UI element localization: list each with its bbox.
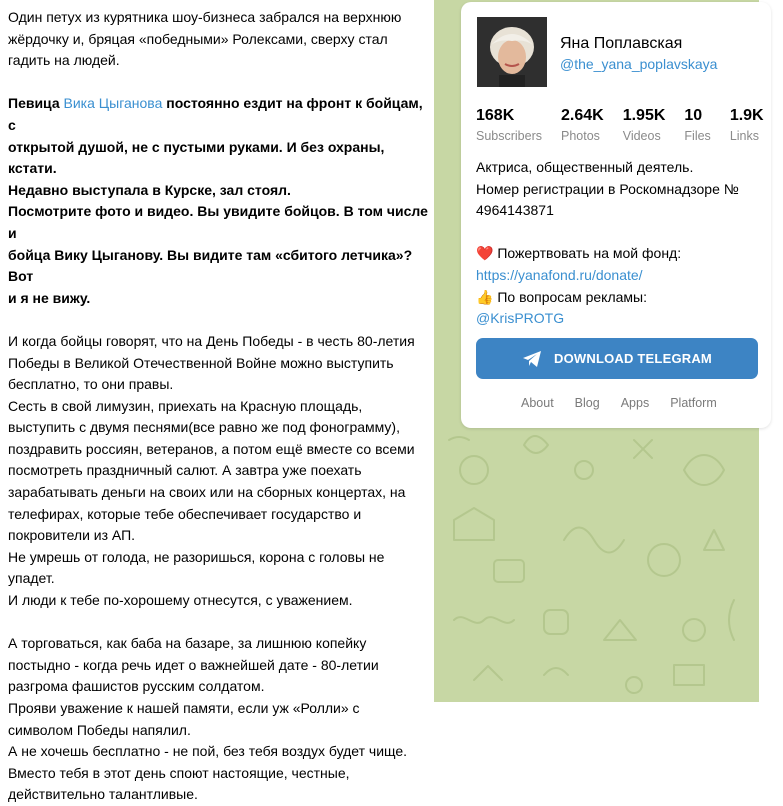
stat-links[interactable] xyxy=(730,106,764,144)
text-line: гадить на людей. xyxy=(8,52,120,69)
text-line xyxy=(8,93,434,136)
download-telegram-label: DOWNLOAD TELEGRAM xyxy=(554,351,712,366)
footer-link-about[interactable]: About xyxy=(521,396,554,410)
stat-value: 1.95K xyxy=(622,107,666,124)
text-line: и я не вижу. xyxy=(8,289,91,306)
stat-value: 10 xyxy=(684,107,703,124)
text-line: постыдно - когда речь идет о важнейшей дате - 80-летии xyxy=(8,656,379,673)
text-line: Сесть в свой лимузин, приехать на Красную площадь, xyxy=(8,397,363,414)
text-line: Посмотрите фото и видео. Вы увидите бойцов. В том числе и xyxy=(8,203,428,241)
text-line: Вместо тебя в этот день споют настоящие, честные, xyxy=(8,764,350,781)
desc-line: 4964143871 xyxy=(476,202,554,219)
stat-label: Photos xyxy=(561,129,600,143)
text-line: Недавно выступала в Курске, зал стоял. xyxy=(8,181,291,198)
text-line: И люди к тебе по-хорошему отнесутся, с уважением. xyxy=(8,592,353,609)
text-line: А не хочешь бесплатно - не пой, без тебя воздух будет чище. xyxy=(8,743,408,760)
stat-label: Subscribers xyxy=(476,129,542,143)
channel-handle-link[interactable]: @the_yana_poplavskaya xyxy=(560,56,718,72)
text-line: посмотреть праздничный салют. А завтра уже поехать xyxy=(8,462,362,479)
footer-link-apps[interactable]: Apps xyxy=(620,396,650,410)
channel-name: Яна Поплавская xyxy=(560,35,683,52)
stat-value: 168K xyxy=(476,107,515,124)
text-line: выступить с двумя песнями(все равно же под фонограмму), xyxy=(8,419,400,436)
desc-line xyxy=(476,308,766,330)
footer-link-platform[interactable]: Platform xyxy=(670,396,717,410)
text-line: открытой душой, не с пустыми руками. И без охраны, кстати. xyxy=(8,138,385,177)
text-line: Не умрешь от голода, не разоришься, корона с головы не xyxy=(8,548,385,565)
text-line: Один петух из курятника шоу-бизнеса забрался на верхнюю xyxy=(8,9,402,25)
stat-photos[interactable] xyxy=(561,106,604,144)
text-line: разгрома фашистов русским солдатом. xyxy=(8,678,265,695)
post-paragraph-4 xyxy=(8,633,434,806)
post-paragraph-1 xyxy=(8,7,434,72)
desc-line xyxy=(476,243,766,265)
text-line: И когда бойцы говорят, что на День Победы - в честь 80-летия xyxy=(8,332,415,349)
ads-contact-link[interactable]: @KrisPROTG xyxy=(476,310,565,327)
text-line: символом Победы напялил. xyxy=(8,721,191,738)
text-line: телефирах, которые тебе обеспечивает государство и xyxy=(8,505,362,522)
channel-card xyxy=(461,2,771,428)
thumbs-up-icon: 👍 xyxy=(476,288,494,305)
text-line: жёрдочку и, бряцая «победными» Ролексами, сверху стал xyxy=(8,30,388,47)
download-telegram-button[interactable] xyxy=(476,338,758,379)
stat-videos[interactable] xyxy=(623,106,666,144)
desc-line xyxy=(476,265,766,287)
stat-value: 2.64K xyxy=(561,107,604,124)
stat-label: Videos xyxy=(622,129,661,143)
text-line: бесплатно, то они правы. xyxy=(8,376,174,393)
text-line: бойца Вику Цыганову. Вы видите там «сбитого летчика»? Вот xyxy=(8,246,413,285)
stat-subscribers[interactable] xyxy=(476,106,542,144)
text-line: действительно талантливые. xyxy=(8,786,198,803)
telegram-plane-icon xyxy=(522,350,542,368)
spacer xyxy=(476,222,766,244)
avatar-photo-icon xyxy=(477,17,547,87)
stat-value: 1.9K xyxy=(729,107,764,124)
avatar[interactable] xyxy=(477,17,547,87)
desc-line: Актриса, общественный деятель. xyxy=(476,159,694,175)
text-line: покровители из АП. xyxy=(8,527,136,544)
text-line: зарабатывать деньги на своих или на сборных концертах, на xyxy=(8,484,406,501)
heart-icon: ❤️ xyxy=(476,245,494,262)
stat-files[interactable] xyxy=(684,106,710,144)
text-line: Прояви уважение к нашей памяти, если уж «Ролли» с xyxy=(8,700,360,716)
donate-text: Пожертвовать на мой фонд: xyxy=(493,245,682,262)
desc-line: Номер регистрации в Роскомнадзоре № xyxy=(476,180,739,197)
post-paragraph-3 xyxy=(8,331,434,612)
post-paragraph-2 xyxy=(8,93,434,309)
donate-link[interactable]: https://yanafond.ru/donate/ xyxy=(476,266,643,283)
text-line: Победы в Великой Отечественной Войне можно выступить xyxy=(8,354,394,371)
mention-link[interactable]: Вика Цыганова xyxy=(63,95,163,112)
footer-link-blog[interactable]: Blog xyxy=(574,396,600,410)
channel-stats xyxy=(476,106,783,144)
text-fragment: постоянно ездит на фронт к бойцам, с xyxy=(8,95,423,133)
footer-nav xyxy=(521,396,738,410)
stat-label: Files xyxy=(684,129,711,143)
text-fragment: Певица xyxy=(8,95,64,112)
ads-text: По вопросам рекламы: xyxy=(493,288,647,305)
text-line: А торговаться, как баба на базаре, за лишнюю копейку xyxy=(8,635,367,652)
stat-label: Links xyxy=(729,129,759,143)
text-line: поздравить россиян, ветеранов, а потом ещё вместе со всеми xyxy=(8,440,415,457)
channel-description xyxy=(476,157,766,330)
text-line: упадет. xyxy=(8,570,55,587)
desc-line xyxy=(476,287,766,309)
